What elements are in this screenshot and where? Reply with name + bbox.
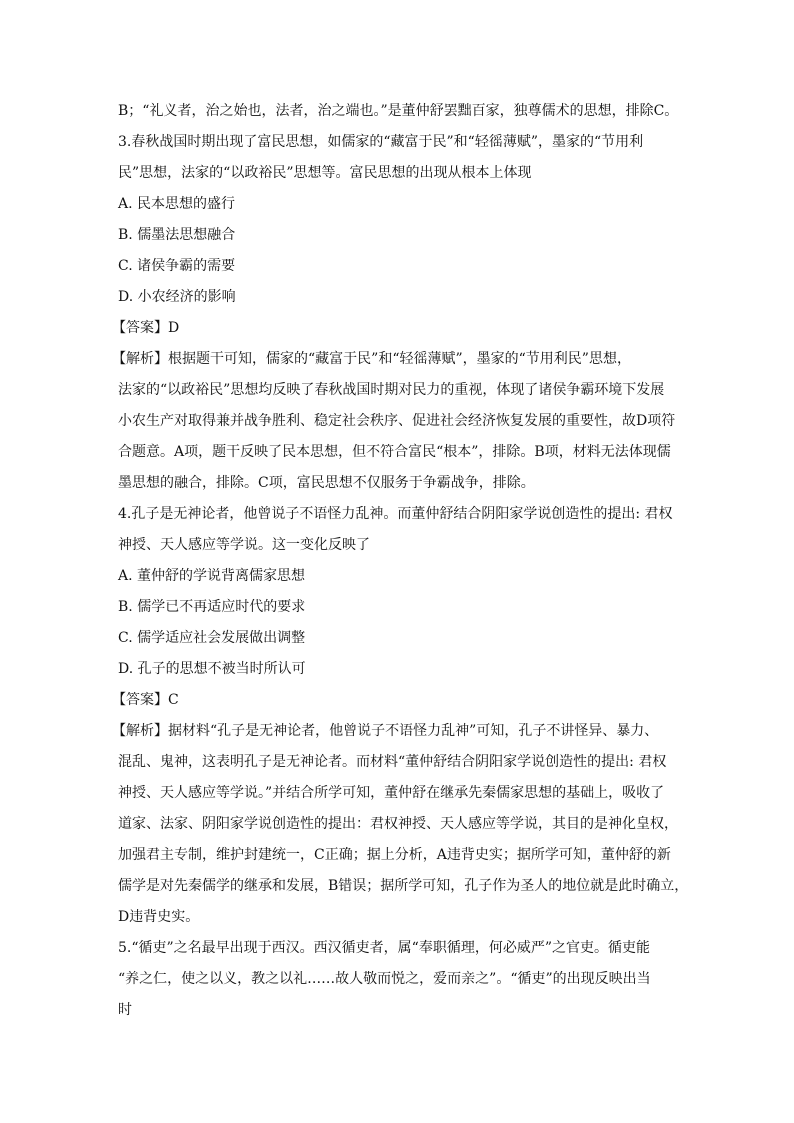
question-3-stem: 3.春秋战国时期出现了富民思想，如儒家的“藏富于民”和“轻徭薄赋”，墨家的“节用利 bbox=[118, 134, 644, 150]
question-3-option-a: A. 民本思想的盛行 bbox=[118, 196, 236, 212]
question-4-stem: 4.孔子是无神论者，他曾说子不语怪力乱神。而董仲舒结合阴阳家学说创造性的提出: 君权 bbox=[118, 506, 673, 522]
question-3-option-d: D. 小农经济的影响 bbox=[118, 289, 236, 305]
question-4-answer: 【答案】C bbox=[112, 692, 179, 708]
question-4-stem-cont: 神授、天人感应等学说。这一变化反映了 bbox=[118, 537, 370, 553]
text-line: 神授、天人感应等学说。”并结合所学可知，董仲舒在继承先秦儒家思想的基础上，吸收了 bbox=[118, 785, 665, 801]
text-line: 小农生产对取得兼并战争胜利、稳定社会秩序、促进社会经济恢复发展的重要性，故D项符 bbox=[118, 413, 676, 429]
question-5-stem-cont: “养之仁，使之以义，教之以礼……故人敬而悦之，爱而亲之”。“循吏”的出现反映出当 bbox=[118, 971, 651, 987]
question-4-analysis: 【解析】据材料“孔子是无神论者，他曾说子不语怪力乱神”可知，孔子不讲怪异、暴力、 bbox=[112, 723, 659, 739]
question-4-option-d: D. 孔子的思想不被当时所认可 bbox=[118, 661, 306, 677]
question-3-option-c: C. 诸侯争霸的需要 bbox=[118, 258, 236, 274]
text-line: B；“礼义者，治之始也，法者，治之端也。”是董仲舒罢黜百家，独尊儒术的思想，排除C。 bbox=[118, 103, 679, 119]
text-line: 墨思想的融合，排除。C项，富民思想不仅服务于争霸战争，排除。 bbox=[118, 475, 535, 491]
text-line: 道家、法家、阴阳家学说创造性的提出：君权神授、天人感应等学说，其目的是神化皇权， bbox=[118, 816, 678, 832]
question-3-option-b: B. 儒墨法思想融合 bbox=[118, 227, 236, 243]
question-4-option-c: C. 儒学适应社会发展做出调整 bbox=[118, 630, 306, 646]
text-line: D违背史实。 bbox=[118, 909, 200, 925]
question-5-stem-end: 时 bbox=[118, 1002, 132, 1018]
text-line: 合题意。A项，题干反映了民本思想，但不符合富民“根本”，排除。B项，材料无法体现儒 bbox=[118, 444, 671, 460]
document-body bbox=[112, 96, 689, 1026]
question-5-stem: 5.“循吏”之名最早出现于西汉。西汉循吏者，属“奉职循理，何必威严”之官吏。循吏能 bbox=[118, 940, 650, 956]
text-line: 法家的“以政裕民”思想均反映了春秋战国时期对民力的重视，体现了诸侯争霸环境下发展 bbox=[118, 382, 665, 398]
text-line: 混乱、鬼神，这表明孔子是无神论者。而材料“董仲舒结合阴阳家学说创造性的提出: 君权 bbox=[118, 754, 667, 770]
text-line: 加强君主专制，维护封建统一，C正确；据上分析，A违背史实；据所学可知，董仲舒的新 bbox=[118, 847, 671, 863]
question-3-answer: 【答案】D bbox=[112, 320, 180, 336]
question-4-option-a: A. 董仲舒的学说背离儒家思想 bbox=[118, 568, 306, 584]
text-line: 儒学是对先秦儒学的继承和发展，B错误；据所学可知，孔子作为圣人的地位就是此时确立， bbox=[118, 878, 689, 894]
question-3-analysis: 【解析】根据题干可知，儒家的“藏富于民”和“轻徭薄赋”，墨家的“节用利民”思想， bbox=[112, 351, 631, 367]
question-4-option-b: B. 儒学已不再适应时代的要求 bbox=[118, 599, 306, 615]
question-3-stem-cont: 民”思想，法家的“以政裕民”思想等。富民思想的出现从根本上体现 bbox=[118, 165, 532, 181]
